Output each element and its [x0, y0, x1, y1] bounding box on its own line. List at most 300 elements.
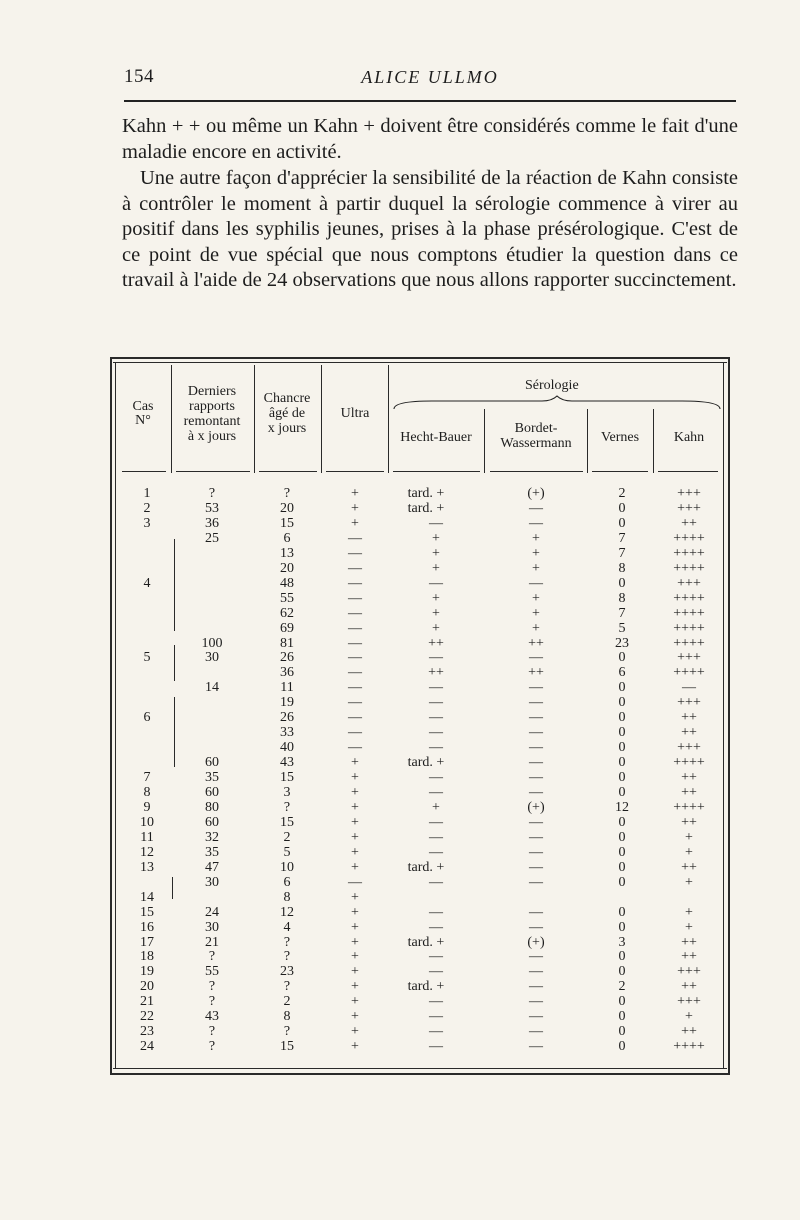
cell-hb: —	[429, 994, 443, 1010]
cell-cha: 10	[280, 859, 294, 875]
cell-kahn: ++++	[673, 799, 705, 815]
table-border-top	[110, 357, 730, 359]
cell-ver: 7	[618, 605, 626, 621]
cell-kahn: ++	[681, 785, 697, 800]
cell-ver: 2	[618, 979, 626, 995]
cell-ult: —	[348, 725, 362, 741]
cell-der: ?	[208, 1024, 216, 1040]
cell-kahn: ++	[681, 934, 697, 950]
cell-bw: —	[529, 755, 543, 771]
cell-hb: tard. +	[407, 486, 445, 501]
cell-ult: +	[351, 486, 359, 501]
cell-hb: —	[429, 785, 443, 800]
cell-kahn: +++	[677, 500, 701, 516]
cell-cha: 43	[280, 755, 294, 771]
cell-der: 36	[205, 515, 219, 531]
cell-der: 30	[205, 874, 219, 890]
cell-cha: ?	[283, 934, 291, 950]
cell-kahn: ++	[681, 814, 697, 830]
cell-ult: +	[351, 844, 359, 860]
header-chancre-3: x jours	[267, 421, 307, 436]
table-border-right-inner	[723, 362, 724, 1069]
cell-ver: 0	[618, 994, 626, 1010]
cell-bw: —	[529, 964, 543, 980]
divider-6	[587, 409, 588, 473]
cell-cas: 21	[140, 994, 154, 1010]
cell-hb: ++	[428, 635, 444, 651]
cell-hb: —	[429, 1024, 443, 1040]
cell-hb: —	[429, 770, 443, 786]
cell-bw: —	[529, 740, 543, 756]
cell-kahn: +++	[677, 575, 701, 591]
cell-ult: —	[348, 710, 362, 726]
cell-cha: 5	[283, 844, 291, 860]
cell-kahn: ++++	[673, 590, 705, 606]
cell-der: 47	[205, 859, 219, 875]
cell-cha: 26	[280, 710, 294, 726]
cell-bw: —	[529, 680, 543, 696]
cell-ult: +	[351, 770, 359, 786]
cell-der: 32	[205, 829, 219, 845]
cell-der: 35	[205, 844, 219, 860]
cell-ult: —	[348, 695, 362, 711]
cell-der: ?	[208, 994, 216, 1010]
cell-kahn: +++	[677, 740, 701, 756]
cell-kahn: +	[685, 844, 693, 860]
serologie-brace	[392, 395, 722, 411]
header-underline-bordet	[490, 471, 583, 472]
cell-cha: ?	[283, 979, 291, 995]
cell-ult: +	[351, 785, 359, 800]
cell-der: 30	[205, 650, 219, 666]
cell-bw: —	[529, 650, 543, 666]
cell-bw: —	[529, 829, 543, 845]
cell-ult: +	[351, 515, 359, 531]
cell-ver: 0	[618, 949, 626, 965]
header-underline-kahn	[658, 471, 718, 472]
cell-ver: 0	[618, 650, 626, 666]
table-border-bottom	[110, 1073, 730, 1075]
cell-cas: 17	[140, 934, 154, 950]
cell-bw: —	[529, 919, 543, 935]
cell-hb: —	[429, 814, 443, 830]
serologie-header: Sérologie	[525, 378, 579, 393]
cell-hb: +	[432, 530, 440, 546]
cell-cas: 10	[140, 814, 154, 830]
paragraph-2	[122, 166, 738, 294]
cell-hb: —	[429, 695, 443, 711]
cell-der: 14	[205, 680, 219, 696]
cell-der: 60	[205, 755, 219, 771]
header-kahn: Kahn	[673, 430, 705, 445]
cell-bw: —	[529, 979, 543, 995]
cell-cha: 12	[280, 904, 294, 920]
cell-bw: —	[529, 710, 543, 726]
cell-kahn: ++++	[673, 605, 705, 621]
cell-bw: —	[529, 844, 543, 860]
cell-ver: 0	[618, 725, 626, 741]
cell-bw: +	[532, 605, 540, 621]
cell-ult: +	[351, 1024, 359, 1040]
cell-ver: 12	[615, 799, 629, 815]
cell-ult: —	[348, 665, 362, 681]
header-derniers-1: Derniers	[187, 384, 237, 399]
cell-kahn: ++	[681, 979, 697, 995]
cell-ver: 0	[618, 695, 626, 711]
cell-cha: 6	[283, 530, 291, 546]
cell-ult: —	[348, 590, 362, 606]
header-rule	[124, 100, 736, 102]
cell-cha: 36	[280, 665, 294, 681]
cell-ult: +	[351, 919, 359, 935]
cell-hb: tard. +	[407, 500, 445, 516]
cell-ver: 0	[618, 829, 626, 845]
cell-kahn: ++	[681, 770, 697, 786]
header-bordet-1: Bordet-	[514, 421, 558, 436]
cell-kahn: ++	[681, 859, 697, 875]
cell-der: ?	[208, 949, 216, 965]
cell-ult: +	[351, 829, 359, 845]
cell-bw: +	[532, 530, 540, 546]
cell-bw: (+)	[527, 934, 545, 950]
cell-cas: 24	[140, 1039, 154, 1055]
case-4-bracket-line	[174, 539, 175, 631]
cell-cha: 6	[283, 874, 291, 890]
cell-cha: 11	[280, 680, 294, 696]
cell-bw: —	[529, 725, 543, 741]
cell-kahn: ++++	[673, 620, 705, 636]
cell-ver: 0	[618, 710, 626, 726]
cell-bw: —	[529, 874, 543, 890]
cell-der: 80	[205, 799, 219, 815]
cell-ult: —	[348, 575, 362, 591]
cell-kahn: ++	[681, 1024, 697, 1040]
cell-ver: 0	[618, 680, 626, 696]
cell-ver: 0	[618, 575, 626, 591]
divider-1	[171, 365, 172, 473]
cell-hb: —	[429, 680, 443, 696]
cell-bw: (+)	[527, 799, 545, 815]
cell-ver: 0	[618, 814, 626, 830]
cell-kahn: +	[685, 904, 693, 920]
header-derniers-3: remontant	[183, 414, 241, 429]
cell-hb: —	[429, 829, 443, 845]
cell-cha: 19	[280, 695, 294, 711]
cell-ver: 7	[618, 545, 626, 561]
header-underline-chancre	[259, 471, 317, 472]
header-underline-derniers	[176, 471, 250, 472]
paragraph-2-text: Une autre façon d'apprécier la sensibilité de la réaction de Kahn consiste à contrôler le moment à partir duquel la sérologie commence à virer au positif dans les syphilis jeunes, prises à la phase présérologique. C'est de ce point de vue spécial que nous comptons étudier la question dans ce travail à l'aide de 24 observations que nous allons rapporter succinctement.	[122, 167, 738, 291]
cell-ver: 0	[618, 859, 626, 875]
cell-der: 43	[205, 1009, 219, 1025]
cell-ver: 0	[618, 1039, 626, 1055]
cell-cas: 14	[140, 889, 154, 905]
cell-cha: ?	[283, 486, 291, 501]
header-underline-hecht	[393, 471, 480, 472]
cell-ver: 8	[618, 560, 626, 576]
cell-kahn: +	[685, 874, 693, 890]
cell-ult: —	[348, 620, 362, 636]
cell-cha: 33	[280, 725, 294, 741]
cell-ver: 5	[618, 620, 626, 636]
cell-ver: 0	[618, 500, 626, 516]
cell-cas: 19	[140, 964, 154, 980]
header-chancre-2: âgé de	[268, 406, 306, 421]
cell-ult: +	[351, 994, 359, 1010]
cell-ver: 8	[618, 590, 626, 606]
cell-kahn: +	[685, 829, 693, 845]
cell-ult: +	[351, 814, 359, 830]
cell-kahn: ++++	[673, 665, 705, 681]
cell-hb: —	[429, 964, 443, 980]
cell-kahn: +++	[677, 486, 701, 501]
cell-cas: 5	[143, 650, 151, 666]
cell-hb: +	[432, 545, 440, 561]
cell-cas: 7	[143, 770, 151, 786]
cell-hb: tard. +	[407, 979, 445, 995]
cell-der: ?	[208, 1039, 216, 1055]
cell-hb: tard. +	[407, 859, 445, 875]
cell-cas: 4	[143, 575, 151, 591]
cell-cas: 2	[143, 500, 151, 516]
cell-ver: 0	[618, 844, 626, 860]
header-cas-2: N°	[135, 413, 151, 428]
cell-bw: (+)	[527, 486, 545, 501]
cell-hb: —	[429, 650, 443, 666]
cell-bw: —	[529, 575, 543, 591]
cell-kahn: —	[682, 680, 696, 696]
cell-cha: 3	[283, 785, 291, 800]
cell-cha: 62	[280, 605, 294, 621]
cell-ver: 0	[618, 1024, 626, 1040]
cell-hb: —	[429, 710, 443, 726]
cell-der: 30	[205, 919, 219, 935]
cell-ver: 0	[618, 515, 626, 531]
cell-bw: +	[532, 620, 540, 636]
cell-cha: ?	[283, 1024, 291, 1040]
cell-ult: +	[351, 889, 359, 905]
cell-cha: 2	[283, 994, 291, 1010]
cell-ult: —	[348, 530, 362, 546]
cell-kahn: ++++	[673, 1039, 705, 1055]
cell-der: 55	[205, 964, 219, 980]
cell-der: ?	[208, 979, 216, 995]
cell-kahn: +++	[677, 994, 701, 1010]
cell-hb: —	[429, 725, 443, 741]
cell-cas: 3	[143, 515, 151, 531]
cell-bw: —	[529, 770, 543, 786]
cell-ult: +	[351, 1009, 359, 1025]
paragraph-1-text: Kahn + + ou même un Kahn + doivent être considérés comme le fait d'une maladie encore en activité.	[122, 115, 738, 163]
cell-kahn: ++++	[673, 545, 705, 561]
cell-kahn: ++	[681, 949, 697, 965]
header-derniers-4: à x jours	[187, 429, 237, 444]
cell-kahn: +++	[677, 964, 701, 980]
cell-bw: —	[529, 1009, 543, 1025]
cell-ver: 6	[618, 665, 626, 681]
cell-cha: 20	[280, 560, 294, 576]
cell-hb: —	[429, 919, 443, 935]
cell-hb: +	[432, 560, 440, 576]
cell-bw: —	[529, 695, 543, 711]
cell-hb: +	[432, 799, 440, 815]
divider-2	[254, 365, 255, 473]
cell-cha: 23	[280, 964, 294, 980]
cell-cas: 6	[143, 710, 151, 726]
cell-ver: 0	[618, 964, 626, 980]
cell-bw: —	[529, 814, 543, 830]
cell-cas: 12	[140, 844, 154, 860]
cell-cha: 15	[280, 770, 294, 786]
cell-cha: 15	[280, 1039, 294, 1055]
table-border-left-inner	[115, 362, 116, 1069]
cell-der: 35	[205, 770, 219, 786]
cell-bw: +	[532, 560, 540, 576]
cell-ult: —	[348, 545, 362, 561]
cell-hb: —	[429, 1039, 443, 1055]
cell-ult: +	[351, 1039, 359, 1055]
cell-bw: ++	[528, 665, 544, 681]
cell-cas: 9	[143, 799, 151, 815]
cell-kahn: +++	[677, 695, 701, 711]
cell-ult: —	[348, 874, 362, 890]
cell-ult: —	[348, 560, 362, 576]
cell-ver: 0	[618, 770, 626, 786]
cell-kahn: ++++	[673, 530, 705, 546]
cell-cha: 69	[280, 620, 294, 636]
header-ultra: Ultra	[340, 406, 370, 421]
cell-hb: +	[432, 590, 440, 606]
cell-ult: —	[348, 635, 362, 651]
cell-hb: +	[432, 620, 440, 636]
cell-cha: 55	[280, 590, 294, 606]
cell-kahn: ++	[681, 725, 697, 741]
cell-ver: 0	[618, 740, 626, 756]
header-underline-ultra	[326, 471, 384, 472]
cell-cas: 1	[143, 486, 151, 501]
divider-3	[321, 365, 322, 473]
cell-ult: +	[351, 904, 359, 920]
cell-hb: tard. +	[407, 934, 445, 950]
cell-hb: —	[429, 904, 443, 920]
cell-kahn: ++++	[673, 560, 705, 576]
cell-ult: +	[351, 799, 359, 815]
table-border-bottom-inner	[113, 1068, 727, 1069]
cell-cas: 8	[143, 785, 151, 800]
header-vernes: Vernes	[600, 430, 640, 445]
cell-bw: ++	[528, 635, 544, 651]
cell-hb: ++	[428, 665, 444, 681]
cell-kahn: ++	[681, 710, 697, 726]
cell-bw: —	[529, 1039, 543, 1055]
table-border-top-inner	[113, 362, 727, 363]
divider-5	[484, 409, 485, 473]
case-14-bracket-line	[172, 877, 173, 899]
header-chancre-1: Chancre	[263, 391, 311, 406]
cell-cas: 23	[140, 1024, 154, 1040]
cell-cha: 15	[280, 814, 294, 830]
table-border-right	[728, 357, 730, 1075]
cell-hb: —	[429, 575, 443, 591]
cell-ver: 0	[618, 904, 626, 920]
cell-bw: —	[529, 859, 543, 875]
cell-cha: 15	[280, 515, 294, 531]
cell-ver: 7	[618, 530, 626, 546]
case-5-bracket-line	[174, 645, 175, 681]
case-6-bracket-line	[174, 697, 175, 767]
cell-cha: ?	[283, 949, 291, 965]
cell-ult: +	[351, 964, 359, 980]
cell-bw: —	[529, 994, 543, 1010]
cell-ver: 0	[618, 785, 626, 800]
header-underline-cas	[122, 471, 166, 472]
results-table	[110, 357, 730, 1075]
cell-cha: 81	[280, 635, 294, 651]
cell-ver: 0	[618, 1009, 626, 1025]
cell-hb: —	[429, 740, 443, 756]
cell-cha: 13	[280, 545, 294, 561]
cell-bw: —	[529, 949, 543, 965]
cell-ult: —	[348, 605, 362, 621]
cell-hb: —	[429, 874, 443, 890]
cell-ult: —	[348, 740, 362, 756]
header-cas-1: Cas	[132, 399, 154, 414]
cell-bw: —	[529, 785, 543, 800]
cell-der: ?	[208, 486, 216, 501]
cell-hb: —	[429, 515, 443, 531]
running-title: ALICE ULLMO	[361, 67, 499, 87]
cell-der: 60	[205, 814, 219, 830]
cell-ver: 0	[618, 919, 626, 935]
cell-cas: 15	[140, 904, 154, 920]
cell-hb: +	[432, 605, 440, 621]
cell-ver: 0	[618, 755, 626, 771]
cell-cha: 4	[283, 919, 291, 935]
cell-cas: 20	[140, 979, 154, 995]
cell-hb: —	[429, 1009, 443, 1025]
cell-ult: +	[351, 949, 359, 965]
divider-7	[653, 409, 654, 473]
cell-cha: 48	[280, 575, 294, 591]
cell-ver: 3	[618, 934, 626, 950]
cell-bw: —	[529, 515, 543, 531]
cell-kahn: ++	[681, 515, 697, 531]
cell-der: 21	[205, 934, 219, 950]
cell-der: 25	[205, 530, 219, 546]
cell-cha: 40	[280, 740, 294, 756]
cell-ver: 2	[618, 486, 626, 501]
cell-cha: ?	[283, 799, 291, 815]
table-border-left	[110, 357, 112, 1075]
cell-cha: 20	[280, 500, 294, 516]
cell-der: 100	[201, 635, 223, 651]
header-derniers-2: rapports	[189, 399, 235, 414]
cell-cha: 2	[283, 829, 291, 845]
cell-der: 53	[205, 500, 219, 516]
cell-hb: tard. +	[407, 755, 445, 771]
header-underline-vernes	[592, 471, 648, 472]
cell-ver: 0	[618, 874, 626, 890]
cell-kahn: +	[685, 1009, 693, 1025]
cell-ult: +	[351, 934, 359, 950]
cell-bw: —	[529, 1024, 543, 1040]
cell-cha: 8	[283, 889, 291, 905]
cell-kahn: +++	[677, 650, 701, 666]
paragraph-1	[122, 114, 738, 165]
cell-kahn: ++++	[673, 635, 705, 651]
cell-cha: 8	[283, 1009, 291, 1025]
cell-hb: —	[429, 844, 443, 860]
